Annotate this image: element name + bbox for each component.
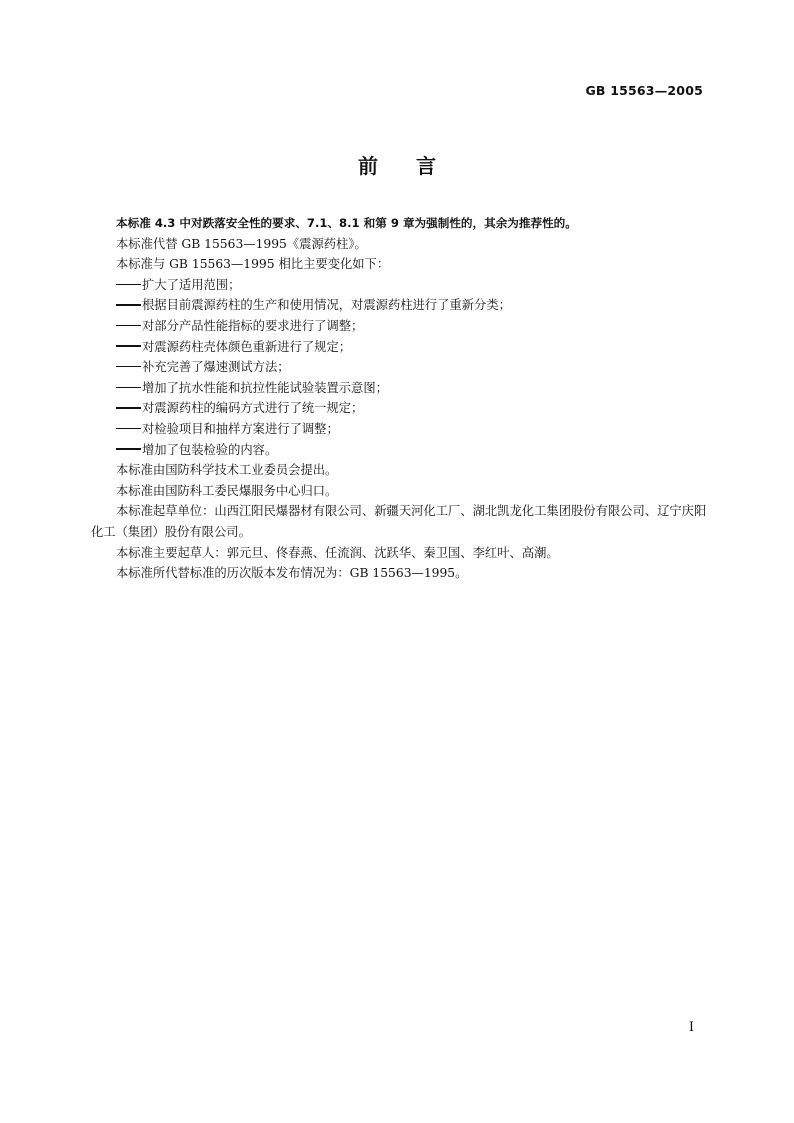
paragraph-administered-by: 本标准由国防科工委民爆服务中心归口。 [116,483,338,498]
change-list-item-text: 根据目前震源药柱的生产和使用情况，对震源药柱进行了重新分类； [142,298,511,313]
change-list-item-text: 增加了抗水性能和抗拉性能试验装置示意图； [142,380,388,395]
em-dash-bullet [116,407,141,409]
document-code: GB 15563—2005 [585,83,703,98]
paragraph-main-drafters: 本标准主要起草人：郭元旦、佟春燕、任流润、沈跃华、秦卫国、李红叶、高潮。 [116,545,559,560]
change-list-item-text: 补充完善了爆速测试方法； [142,360,290,375]
paragraph-edition-history: 本标准所代替标准的历次版本发布情况为：GB 15563—1995。 [116,566,468,581]
paragraph-replaces: 本标准代替 GB 15563—1995《震源药柱》。 [116,236,367,251]
paragraph-changes-intro: 本标准与 GB 15563—1995 相比主要变化如下： [116,257,390,272]
change-list-item [91,357,709,378]
em-dash-bullet [116,387,141,389]
change-list-item [91,337,709,358]
em-dash-bullet [116,366,141,368]
change-list-item [91,440,709,461]
change-list-item [91,275,709,296]
em-dash-bullet [116,448,141,450]
foreword-body [91,213,709,584]
em-dash-bullet [116,304,141,306]
page-number: I [688,1020,694,1035]
paragraph-proposed-by: 本标准由国防科学技术工业委员会提出。 [116,463,338,478]
change-list-item-text: 对震源药柱的编码方式进行了统一规定； [142,401,364,416]
change-list-item [91,295,709,316]
paragraph-drafting-units: 本标准起草单位：山西江阳民爆器材有限公司、新疆天河化工厂、湖北凯龙化工集团股份有限公司、辽宁庆阳化工（集团）股份有限公司。 [91,504,707,539]
change-list-item [91,316,709,337]
em-dash-bullet [116,284,141,286]
change-list-item [91,419,709,440]
change-list-item-text: 扩大了适用范围； [142,277,241,292]
em-dash-bullet [116,325,141,327]
change-list-item [91,378,709,399]
paragraph-mandatory-clauses: 本标准 4.3 中对跌落安全性的要求、7.1、8.1 和第 9 章为强制性的，其余为推荐性的。 [116,216,577,230]
page-title: 前言 [358,154,474,178]
change-list-item [91,398,709,419]
em-dash-bullet [116,428,141,430]
change-list-item-text: 对部分产品性能指标的要求进行了调整； [142,318,364,333]
change-list-item-text: 增加了包装检验的内容。 [142,442,278,457]
change-list-item-text: 对检验项目和抽样方案进行了调整； [142,421,339,436]
change-list-item-text: 对震源药柱壳体颜色重新进行了规定； [142,339,352,354]
em-dash-bullet [116,345,141,347]
